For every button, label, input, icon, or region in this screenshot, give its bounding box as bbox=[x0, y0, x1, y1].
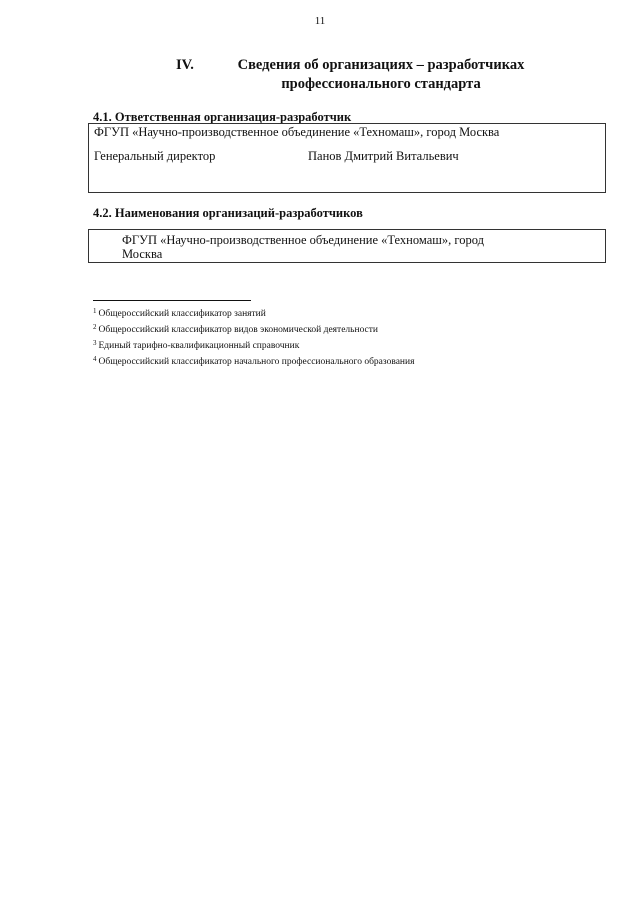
director-name: Панов Дмитрий Витальевич bbox=[308, 149, 459, 163]
footnote-mark: 2 bbox=[93, 323, 97, 331]
footnote-4 bbox=[93, 353, 593, 369]
developer-orgs-box bbox=[88, 229, 606, 263]
responsible-org-box bbox=[88, 123, 606, 193]
footnote-text: Общероссийский классификатор видов экономической деятельности bbox=[98, 325, 379, 335]
developer-org-item: ФГУП «Научно-производственное объединение «Техномаш», город Москва bbox=[122, 233, 484, 261]
director-role: Генеральный директор bbox=[94, 149, 216, 163]
footnote-mark: 3 bbox=[93, 339, 97, 347]
footnote-text: Единый тарифно-квалификационный справочник bbox=[98, 341, 300, 351]
footnote-1 bbox=[93, 305, 593, 321]
page-number: 11 bbox=[314, 15, 326, 27]
footnote-mark: 1 bbox=[93, 307, 97, 315]
developer-orgs-heading: 4.2. Наименования организаций-разработчиков bbox=[93, 206, 363, 220]
footnote-divider bbox=[93, 300, 251, 301]
footnote-3 bbox=[93, 337, 593, 353]
responsible-org-name: ФГУП «Научно-производственное объединение «Техномаш», город Москва bbox=[94, 125, 500, 139]
footnotes bbox=[93, 305, 593, 369]
section-title: Сведения об организациях – разработчиках профессионального стандарта bbox=[237, 57, 525, 92]
footnote-text: Общероссийский классификатор занятий bbox=[98, 309, 266, 319]
footnote-2 bbox=[93, 321, 593, 337]
footnote-mark: 4 bbox=[93, 355, 97, 363]
responsible-org-heading: 4.1. Ответственная организация-разработчик bbox=[93, 110, 352, 124]
section-number: IV. bbox=[176, 57, 194, 73]
footnote-text: Общероссийский классификатор начального профессионального образования bbox=[98, 357, 415, 367]
